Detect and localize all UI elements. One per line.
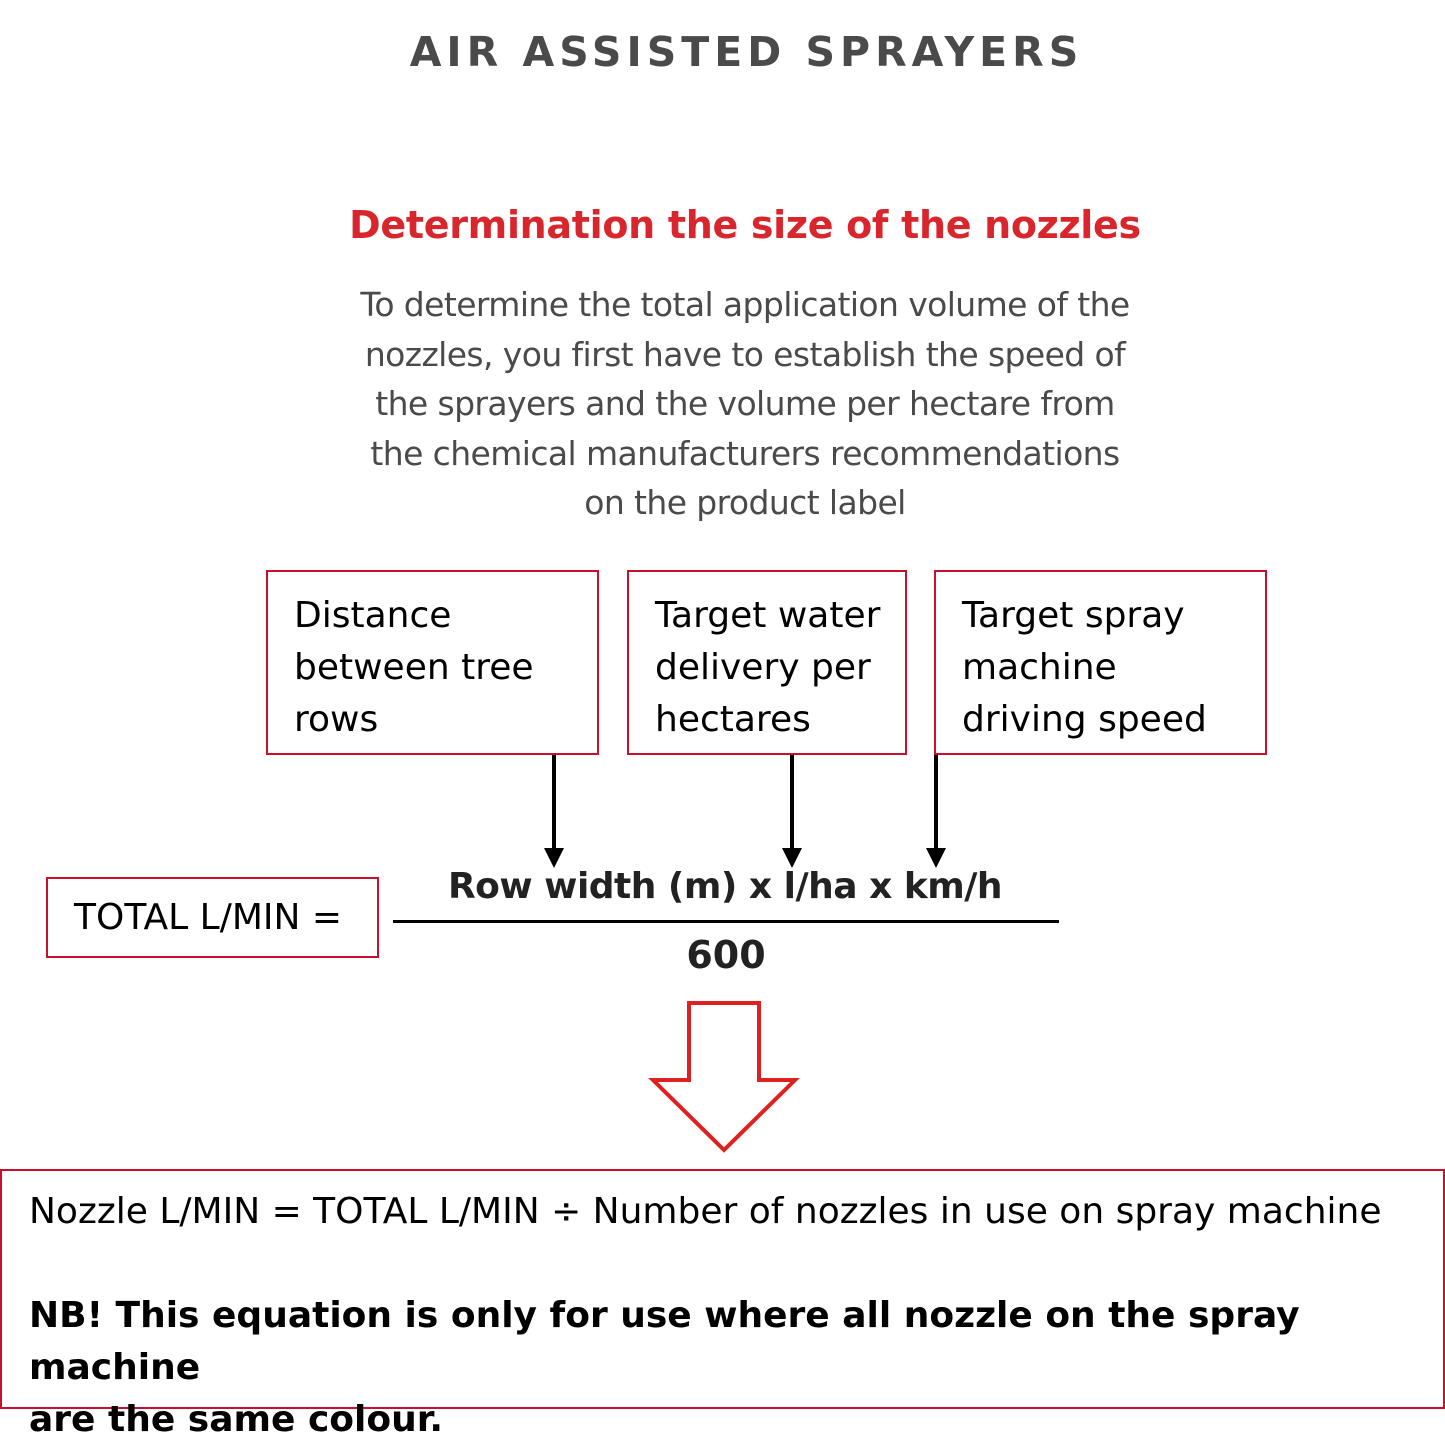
box-line: Target spray	[962, 595, 1185, 636]
nozzle-result-box	[0, 1169, 1445, 1440]
arrow-km-per-h	[926, 755, 946, 868]
page-title: AIR ASSISTED SPRAYERS	[409, 28, 1084, 76]
intro-line: on the product label	[584, 483, 906, 522]
total-lmin-box: TOTAL L/MIN =	[46, 877, 379, 958]
box-line: between tree	[294, 647, 534, 688]
intro-line: the chemical manufacturers recommendations	[370, 433, 1120, 473]
arrow-row-width	[544, 755, 564, 868]
intro-line: the sprayers and the volume per hectare from	[375, 384, 1115, 423]
box-line: hectares	[655, 699, 811, 740]
box-line: Distance	[294, 595, 452, 636]
note-line: are the same colour.	[29, 1399, 444, 1440]
note-line: NB! This equation is only for use where all nozzle on the spray machine	[29, 1295, 1300, 1388]
section-title: Determination the size of the nozzles	[349, 203, 1141, 247]
intro-line: nozzles, you first have to establish the speed of	[364, 334, 1126, 374]
intro-line: To determine the total application volume of the	[360, 285, 1130, 324]
nb-note	[29, 1290, 1443, 1446]
box-line: Target water	[655, 595, 881, 636]
box-line: machine	[962, 647, 1117, 688]
box-line: rows	[294, 699, 379, 740]
box-line: delivery per	[655, 647, 871, 688]
arrow-l-per-ha	[782, 755, 802, 868]
formula-numerator: Row width (m) x l/ha x km/h	[447, 866, 1003, 907]
down-arrow-icon	[653, 1003, 795, 1150]
formula-denominator: 600	[686, 933, 766, 977]
fraction-bar	[393, 920, 1059, 923]
nozzle-formula: Nozzle L/MIN = TOTAL L/MIN ÷ Number of nozzles in use on spray machine	[29, 1191, 1382, 1232]
box-line: driving speed	[962, 699, 1207, 740]
